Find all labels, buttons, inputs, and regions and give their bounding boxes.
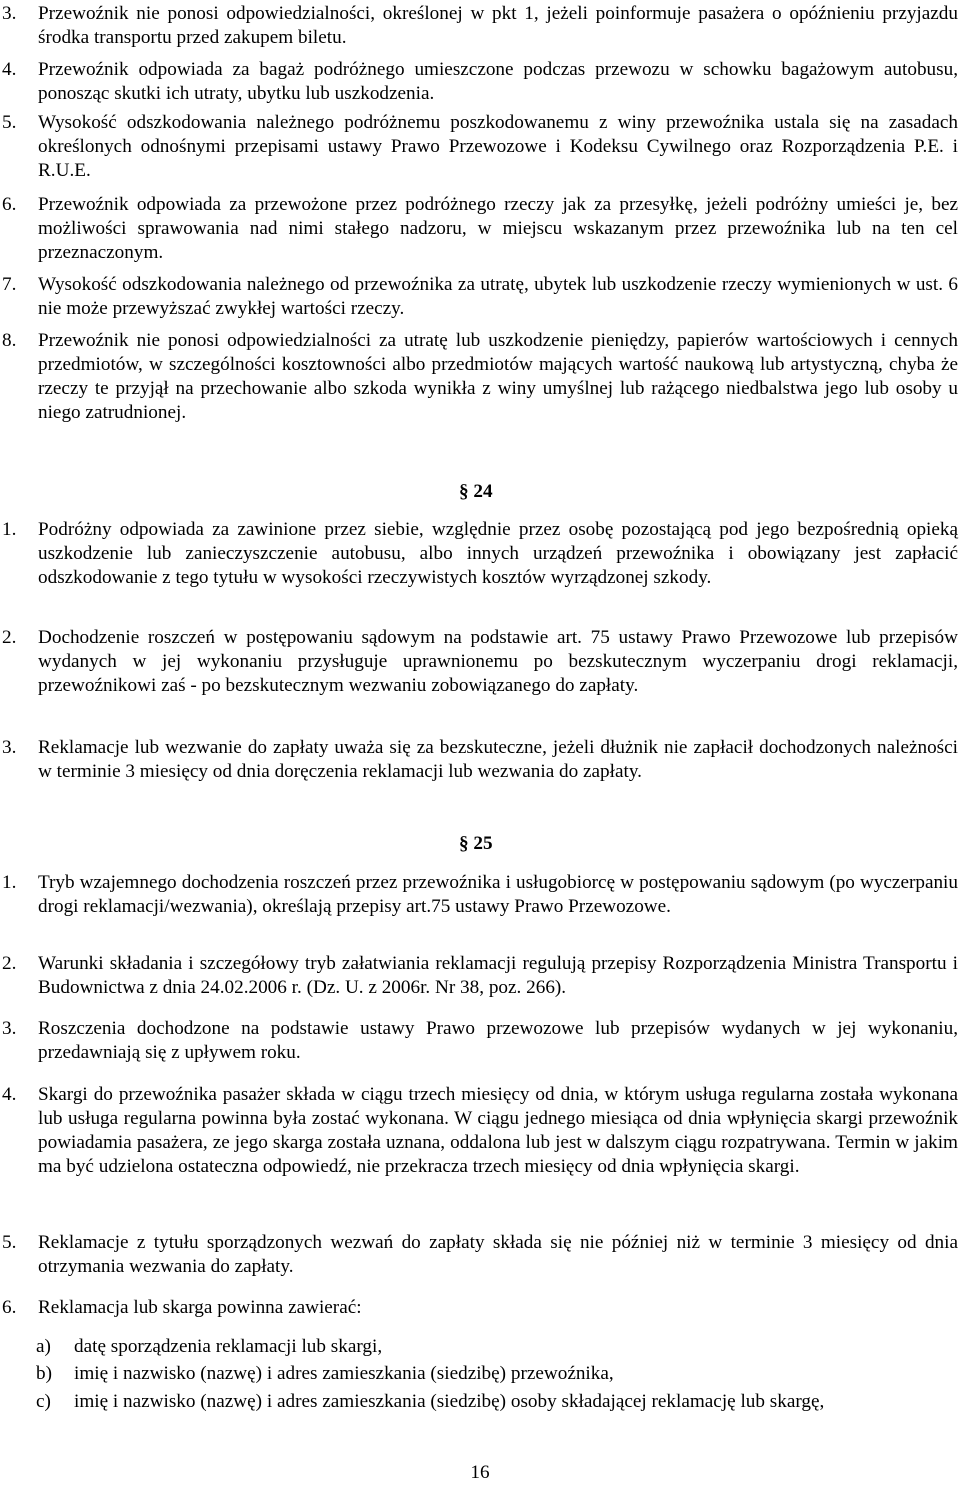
item-number: 5. bbox=[2, 1232, 17, 1253]
item-number: 6. bbox=[2, 1297, 17, 1318]
list-item bbox=[2, 1296, 958, 1320]
item-number: 4. bbox=[2, 1084, 17, 1105]
sub-list-item bbox=[36, 1335, 958, 1359]
item-text: Dochodzenie roszczeń w postępowaniu sądowym na podstawie art. 75 ustawy Prawo Przewozowe lub przepisów wydanych w jej wykonaniu przysługuje uprawnionemu po bezskutecznym wyczerpaniu drogi reklamacji, przewoźnikowi zaś - po bezskutecznym wezwaniu zobowiązanego do zapłaty. bbox=[38, 627, 958, 696]
list-item bbox=[2, 626, 958, 698]
item-number: 3. bbox=[2, 3, 17, 24]
item-number: 3. bbox=[2, 737, 17, 758]
sub-item-text: datę sporządzenia reklamacji lub skargi, bbox=[74, 1336, 383, 1357]
sub-list-item bbox=[36, 1390, 958, 1414]
item-number: 7. bbox=[2, 274, 17, 295]
list-item bbox=[2, 1083, 958, 1179]
item-text: Przewoźnik odpowiada za bagaż podróżnego umieszczone podczas przewozu w schowku bagażowym autobusu, ponosząc skutki ich utraty, ubytku lub uszkodzenia. bbox=[38, 59, 958, 104]
sub-item-letter: c) bbox=[36, 1391, 51, 1412]
list-item bbox=[2, 111, 958, 183]
section-heading: § 25 bbox=[459, 833, 493, 854]
list-item bbox=[2, 273, 958, 321]
list-item bbox=[2, 518, 958, 590]
item-text: Reklamacje lub wezwanie do zapłaty uważa się za bezskuteczne, jeżeli dłużnik nie zapłacił dochodzonych należności w terminie 3 miesięcy od dnia doręczenia reklamacji lub wezwania do zapłaty. bbox=[38, 737, 958, 782]
list-item bbox=[2, 2, 958, 50]
item-text: Warunki składania i szczegółowy tryb załatwiania reklamacji regulują przepisy Rozporządzenia Ministra Transportu i Budownictwa z dnia 24.02.2006 r. (Dz. U. z 2006r. Nr 38, poz. 266). bbox=[38, 953, 958, 998]
item-text: Wysokość odszkodowania należnego podróżnemu poszkodowanemu z winy przewoźnika ustala się na zasadach określonych odnośnymi przepisami ustawy Prawo Przewozowe i Kodeksu Cywilnego oraz Rozporządzenia P.E. i R.U.E. bbox=[38, 112, 958, 181]
list-item bbox=[2, 736, 958, 784]
item-number: 4. bbox=[2, 59, 17, 80]
list-item bbox=[2, 58, 958, 106]
list-item bbox=[2, 1017, 958, 1065]
item-text: Skargi do przewoźnika pasażer składa w ciągu trzech miesięcy od dnia, w którym usługa regularna została wykonana lub usługa regularna powinna była zostać wykonana. W ciągu jednego miesiąca od dnia wpłynięcia skargi przewoźnik powiadamia pasażera, ze jego skarga została uznana, oddalona lub jest w dalszym ciągu rozpatrywana. Termin w jakim ma być udzielona ostateczna odpowiedź, nie przekracza trzech miesięcy od dnia wpłynięcia skargi. bbox=[38, 1084, 958, 1177]
item-text: Roszczenia dochodzone na podstawie ustawy Prawo przewozowe lub przepisów wydanych w jej wykonaniu, przedawniają się z upływem roku. bbox=[38, 1018, 958, 1063]
sub-item-text: imię i nazwisko (nazwę) i adres zamieszkania (siedzibę) osoby składającej reklamację lub skargę, bbox=[74, 1391, 825, 1412]
section-heading: § 24 bbox=[459, 481, 493, 502]
item-number: 2. bbox=[2, 627, 17, 648]
sub-list-item bbox=[36, 1362, 958, 1386]
item-text: Reklamacje z tytułu sporządzonych wezwań do zapłaty składa się nie później niż w terminie 3 miesięcy od dnia otrzymania wezwania do zapłaty. bbox=[38, 1232, 958, 1277]
item-number: 3. bbox=[2, 1018, 17, 1039]
list-item bbox=[2, 329, 958, 425]
item-text: Reklamacja lub skarga powinna zawierać: bbox=[38, 1297, 362, 1318]
sub-item-letter: a) bbox=[36, 1336, 51, 1357]
page-number: 16 bbox=[470, 1462, 490, 1483]
item-number: 8. bbox=[2, 330, 17, 351]
item-number: 1. bbox=[2, 872, 17, 893]
list-item bbox=[2, 193, 958, 265]
item-text: Wysokość odszkodowania należnego od przewoźnika za utratę, ubytek lub uszkodzenie rzeczy wymienionych w ust. 6 nie może przewyższać zwykłej wartości rzeczy. bbox=[38, 274, 958, 319]
sub-item-letter: b) bbox=[36, 1363, 52, 1384]
item-number: 1. bbox=[2, 519, 17, 540]
list-item bbox=[2, 1231, 958, 1279]
item-text: Tryb wzajemnego dochodzenia roszczeń przez przewoźnika i usługobiorcę w postępowaniu sądowym (po wyczerpaniu drogi reklamacji/wezwania), określają przepisy art.75 ustawy Prawo Przewozowe. bbox=[38, 872, 958, 917]
list-item bbox=[2, 952, 958, 1000]
item-number: 2. bbox=[2, 953, 17, 974]
item-number: 5. bbox=[2, 112, 17, 133]
item-text: Przewoźnik nie ponosi odpowiedzialności za utratę lub uszkodzenie pieniędzy, papierów wartościowych i cennych przedmiotów, w szczególności kosztowności albo przedmiotów mających wartość naukową lub artystyczną, chyba że rzeczy te przyjął na przechowanie albo szkoda wynikła z winy umyślnej lub rażącego niedbalstwa jego lub osoby u niego zatrudnionej. bbox=[38, 330, 958, 423]
item-text: Przewoźnik nie ponosi odpowiedzialności, określonej w pkt 1, jeżeli poinformuje pasażera o opóźnieniu przyjazdu środka transportu przed zakupem biletu. bbox=[38, 3, 958, 48]
list-item bbox=[2, 871, 958, 919]
item-text: Podróżny odpowiada za zawinione przez siebie, względnie przez osobę pozostającą pod jego bezpośrednią opieką uszkodzenie lub zanieczyszczenie autobusu, albo innych urządzeń przewoźnika i obowiązany jest zapłacić odszkodowanie z tego tytułu w wysokości rzeczywistych kosztów wyrządzonej szkody. bbox=[38, 519, 958, 588]
sub-item-text: imię i nazwisko (nazwę) i adres zamieszkania (siedzibę) przewoźnika, bbox=[74, 1363, 614, 1384]
item-text: Przewoźnik odpowiada za przewożone przez podróżnego rzeczy jak za przesyłkę, jeżeli podróżny umieści je, bez możliwości sprawowania nad nimi stałego nadzoru, w miejscu wskazanym przez przewoźnika lub na ten cel przeznaczonym. bbox=[38, 194, 958, 263]
item-number: 6. bbox=[2, 194, 17, 215]
